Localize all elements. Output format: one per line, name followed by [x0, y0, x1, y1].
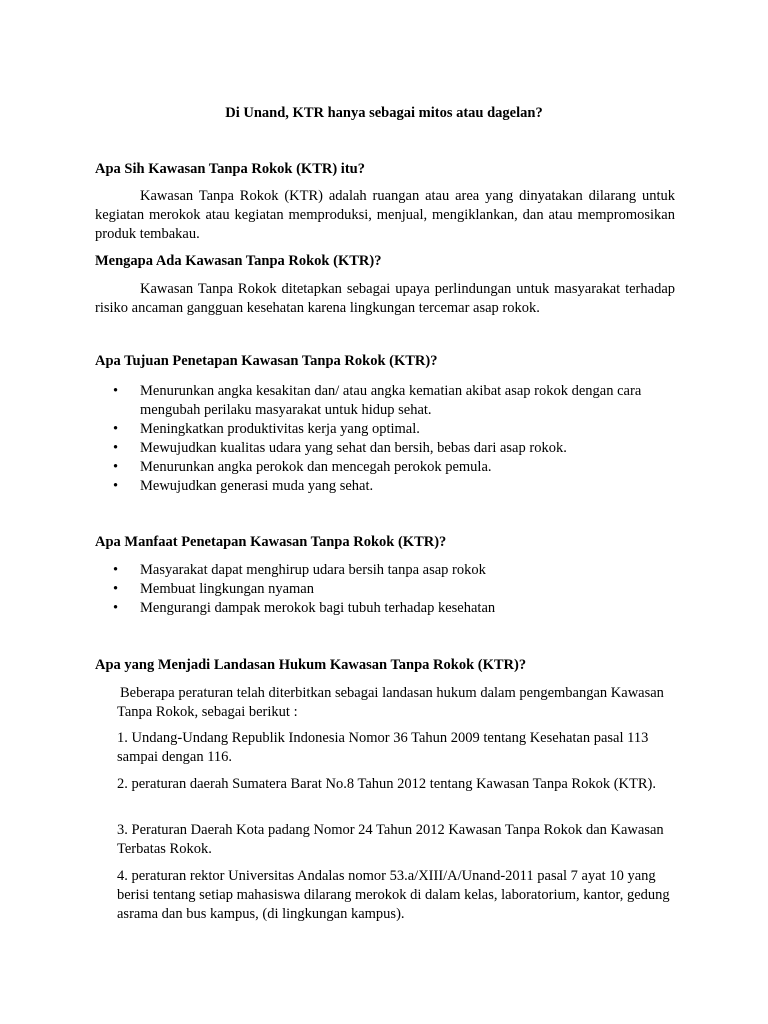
section-heading: Apa yang Menjadi Landasan Hukum Kawasan Tanpa Rokok (KTR)?: [95, 657, 527, 673]
list-item: • Meningkatkan produktivitas kerja yang optimal.: [113, 421, 420, 437]
list-item: • Masyarakat dapat menghirup udara bersih tanpa asap rokok: [113, 562, 486, 578]
law-item: 2. peraturan daerah Sumatera Barat No.8 Tahun 2012 tentang Kawasan Tanpa Rokok (KTR).: [117, 776, 657, 792]
law-item: 3. Peraturan Daerah Kota padang Nomor 24 Tahun 2012 Kawasan Tanpa Rokok dan Kawasan Terbatas Rokok.: [117, 822, 664, 857]
list-item: • Membuat lingkungan nyaman: [113, 581, 314, 597]
bullet-list: [95, 561, 680, 618]
section-heading: Apa Sih Kawasan Tanpa Rokok (KTR) itu?: [95, 161, 365, 177]
section-paragraph: Kawasan Tanpa Rokok (KTR) adalah ruangan atau area yang dinyatakan dilarang untuk kegiatan merokok atau kegiatan memproduksi, menjual, mengiklankan, dan atau mempromosikan produk tembakau.: [95, 188, 675, 242]
law-item: 4. peraturan rektor Universitas Andalas nomor 53.a/XIII/A/Unand-2011 pasal 7 ayat 10 yang berisi tentang setiap mahasiswa dilarang merokok di dalam kelas, laboratorium, kantor, gedung asrama dan bus kampus, (di lingkungan kampus).: [117, 868, 670, 922]
bullet-icon: •: [113, 383, 119, 399]
list-item: • Menurunkan angka perokok dan mencegah perokok pemula.: [113, 459, 492, 475]
section-heading: Apa Tujuan Penetapan Kawasan Tanpa Rokok (KTR)?: [95, 353, 438, 369]
bullet-icon: •: [113, 562, 119, 578]
bullet-icon: •: [113, 600, 119, 616]
bullet-icon: •: [113, 421, 119, 437]
list-item: • Mewujudkan kualitas udara yang sehat dan bersih, bebas dari asap rokok.: [113, 440, 567, 456]
list-item: • Mewujudkan generasi muda yang sehat.: [113, 478, 374, 494]
document-title: Di Unand, KTR hanya sebagai mitos atau dagelan?: [225, 105, 543, 121]
bullet-icon: •: [113, 478, 119, 494]
bullet-list: [95, 382, 680, 496]
list-item: • Mengurangi dampak merokok bagi tubuh terhadap kesehatan: [113, 600, 496, 616]
list-item: • Menurunkan angka kesakitan dan/ atau angka kematian akibat asap rokok dengan cara mengubah perilaku masyarakat untuk hidup sehat.: [113, 383, 642, 418]
section-heading: Mengapa Ada Kawasan Tanpa Rokok (KTR)?: [95, 253, 382, 269]
section-heading: Apa Manfaat Penetapan Kawasan Tanpa Rokok (KTR)?: [95, 534, 447, 550]
bullet-icon: •: [113, 440, 119, 456]
bullet-icon: •: [113, 459, 119, 475]
bullet-icon: •: [113, 581, 119, 597]
section-paragraph: Kawasan Tanpa Rokok ditetapkan sebagai upaya perlindungan untuk masyarakat terhadap risiko ancaman gangguan kesehatan karena lingkungan tercemar asap rokok.: [95, 281, 675, 316]
section-intro: Beberapa peraturan telah diterbitkan sebagai landasan hukum dalam pengembangan Kawasan Tanpa Rokok, sebagai berikut :: [117, 685, 664, 720]
law-item: 1. Undang-Undang Republik Indonesia Nomor 36 Tahun 2009 tentang Kesehatan pasal 113 sampai dengan 116.: [117, 730, 649, 765]
